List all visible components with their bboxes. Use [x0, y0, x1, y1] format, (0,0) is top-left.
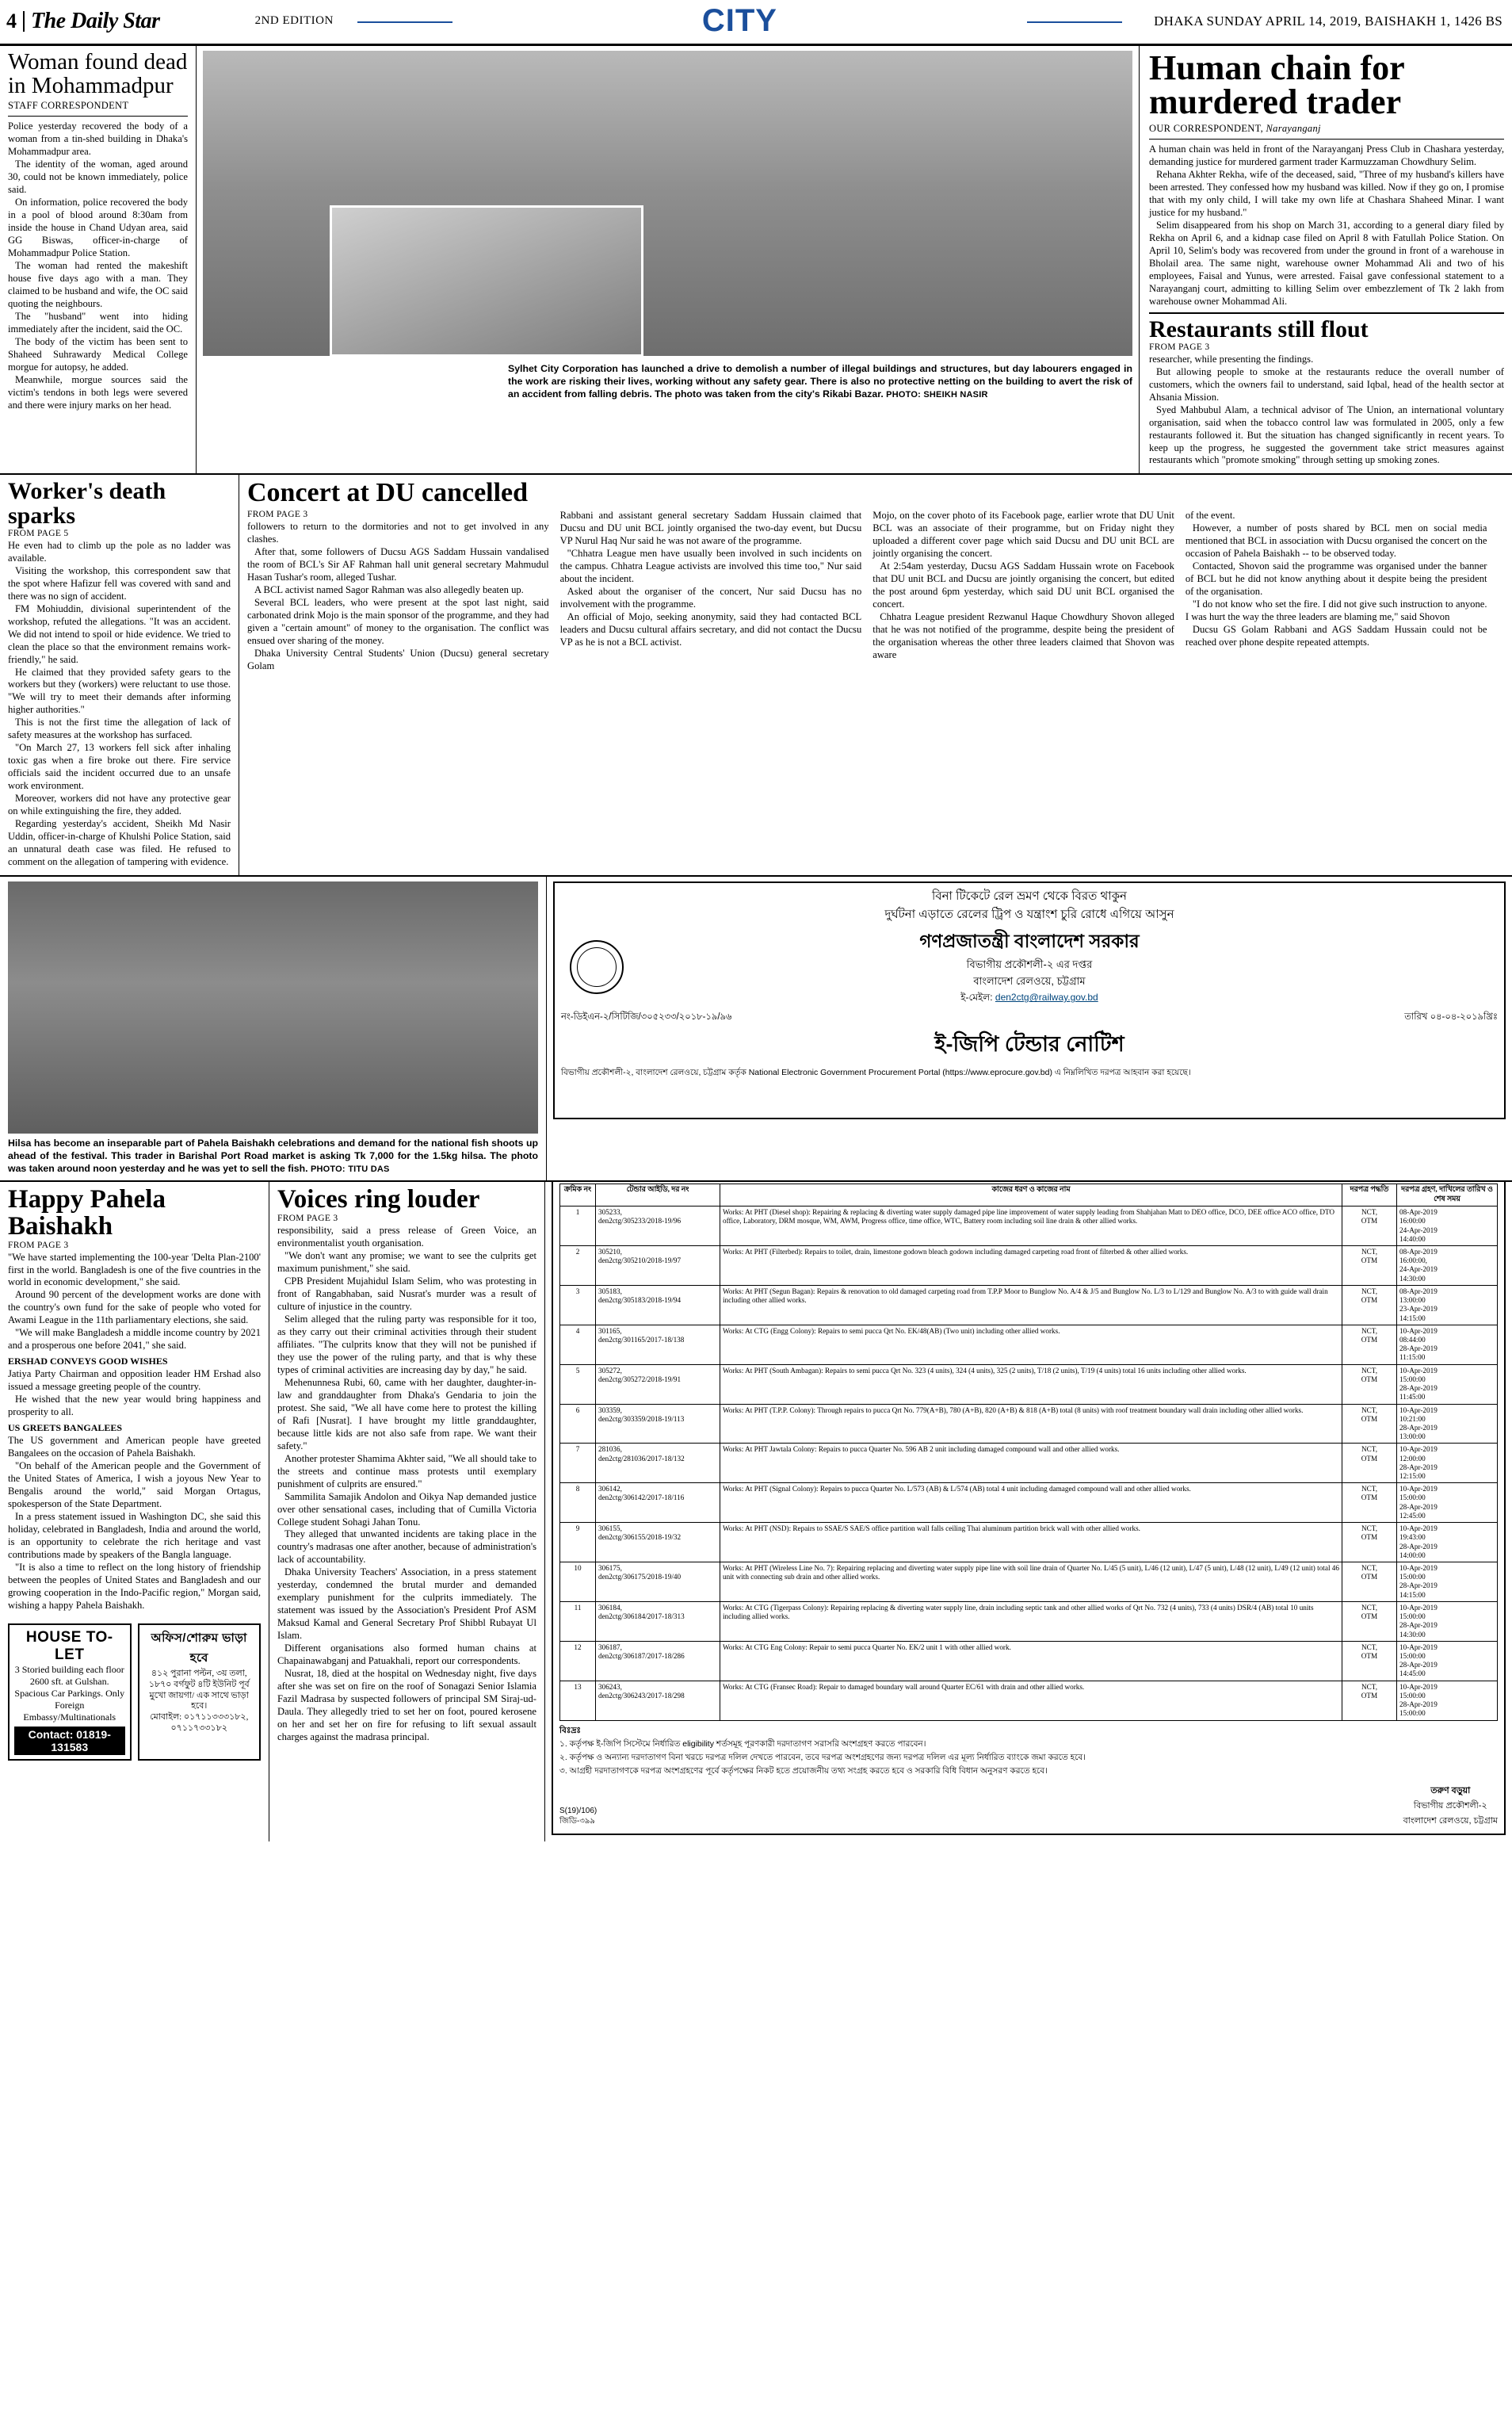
tender-row-id: 303359, den2ctg/303359/2018-19/113	[596, 1404, 720, 1444]
tender-row-work: Works: At CTG (Fransec Road): Repair to damaged boundary wall around Quarter EC/61 with drain and other allied works.	[720, 1681, 1342, 1720]
paragraph: But allowing people to smoke at the restaurants reduce the overall number of customers, which the owners fail to understand, said Iqbal, head of the health sector at Ahsania Mission.	[1149, 365, 1504, 403]
tender-row-id: 305272, den2ctg/305272/2018-19/91	[596, 1364, 720, 1404]
tender-row-no: 13	[560, 1681, 596, 1720]
paragraph: Sammilita Samajik Andolon and Oikya Nap demanded justice over other sensational cases, including that of Cumilla Victoria College student Sohagi Jahan Tonu.	[277, 1490, 536, 1528]
paragraph: Rehana Akhter Rekha, wife of the deceased, said, "Three of my husband's killers have been arrested. They confessed how my husband was killed. Now if they go on, I promise that with my only child, I will take my own life at Chashara Shaheed Minar. I want justice for my husband."	[1149, 169, 1504, 219]
ad-line[interactable]: মোবাইল: ০১৭১১৩৩৩১৮২,	[150, 1712, 249, 1723]
tender-row-dates: 10-Apr-2019 12:00:00 28-Apr-2019 12:15:00	[1397, 1444, 1498, 1483]
tender-note: ১. কর্তৃপক্ষ ই-জিপি সিস্টেমে নির্ধারিত eligibility শর্তসমূহ পূরণকারী দরদাতাগণ সরাসরি অংশগ্রহণ করতে পারবেন।	[559, 1738, 926, 1749]
tender-row-id: 301165, den2ctg/301165/2017-18/138	[596, 1325, 720, 1364]
byline-place: Narayanganj	[1266, 123, 1321, 135]
paragraph: Mehenunnesa Rubi, 60, came with her daughter, daughter-in-law and granddaughter from Dhaka's Gendaria to join the protest. She said, "We all have come here to protest the killing of Rafi [Nusrat]. I have brought my little granddaughter, because little kids are not also safe from rape. We want their safety."	[277, 1376, 536, 1451]
credit-name: SHEIKH NASIR	[923, 389, 988, 400]
concert-col-2	[560, 510, 862, 673]
tender-row-work: Works: At PHT (Signal Colony): Repairs to pucca Quarter No. L/573 (AB) & L/574 (AB) total 4 unit including damaged compound wall and other allied works.	[720, 1483, 1342, 1523]
paragraph: Another protester Shamima Akhter said, "We all should take to the streets and continue mass protests until exemplary punishment of culprits are ensured."	[277, 1452, 536, 1489]
paragraph: "On behalf of the American people and the Government of the United States of America, I wish a joyous New Year to Bengalis around the world," said Morgan Ortagus, spokesperson of the State Department.	[8, 1460, 261, 1510]
tender-memo-number: নং-ডিইএন-২/সিটিজি/৩০৫২৩৩/২০১৮-১৯/৯৬	[561, 1012, 732, 1023]
tender-row-no: 5	[560, 1364, 596, 1404]
tender-row-method: NCT, OTM	[1342, 1681, 1397, 1720]
ad-title: অফিস/শোরুম ভাড়া হবে	[151, 1631, 247, 1665]
tender-row-dates: 10-Apr-2019 08:44:00 28-Apr-2019 11:15:00	[1397, 1325, 1498, 1364]
ad-line: ১৮৭০ বর্গফুট ৪টি ইউনিট পূর্ব	[148, 1679, 250, 1689]
tender-row-method: NCT, OTM	[1342, 1641, 1397, 1681]
paragraph: Contacted, Shovon said the programme was organised under the banner of BCL but he did not know anything about it despite being the president of the organisation.	[1185, 560, 1487, 598]
third-band	[0, 877, 1512, 1182]
paragraph: The body of the victim has been sent to Shaheed Suhrawardy Medical College morgue for autopsy, he added.	[8, 335, 188, 373]
tender-row-work: Works: At PHT (Wireless Line No. 7): Repairing replacing and diverting water supply pipe line with soil line drain of Quarter No. L/45 (5 unit), L/46 (12 unit), L/47 (5 unit), L/48 (12 unit), L/49 (12 unit) total 46 unit with connecting sub drain and other allied works.	[720, 1562, 1342, 1602]
tender-row-work: Works: At PHT (Segun Bagan): Repairs & renovation to old damaged carpeting road from T.P.P Moor to Bunglow No. A/4 & J/5 and Bunglow No. L/3 to L/129 and Bunglow No. A/3 to with guide wall drain including other allied works.	[720, 1285, 1342, 1325]
paragraph: "We don't want any promise; we want to see the culprits get maximum punishment," she said.	[277, 1249, 536, 1274]
paragraph: "On March 27, 13 workers fell sick after inhaling toxic gas when a fire broke out there. Fire service officials said the incident occurred due to an unsafe work environment.	[8, 742, 231, 792]
paragraph: researcher, while presenting the findings.	[1149, 353, 1314, 365]
ad-line: মুখাে জায়গা/ এক সাথে ভাড়া হবে।	[149, 1690, 249, 1711]
paragraph: Nusrat, 18, died at the hospital on Wednesday night, five days after she was set on fire on the roof of Sonagazi Senior Islamia Fazil Madrasa by suspected followers of principal SM Siraj-ud-Daula. They allegedly tried to set her on foot, poured kerosene on her and set her on fire for refusing to lift sexual assault charges against the madrasa principal.	[277, 1668, 536, 1743]
story-chain-headline: Human chain for murdered trader	[1149, 48, 1404, 122]
paragraph: Meanwhile, morgue sources said the victim's tendons in both legs were severed and there were injury marks on her head.	[8, 373, 188, 411]
hilsa-photo	[8, 881, 538, 1134]
photo-inset	[330, 205, 643, 357]
tender-row-work: Works: At PHT (NSD): Repairs to SSAE/S SAE/S office partition wall falls ceiling Thai aluminum partition brick wall with other allied works.	[720, 1523, 1342, 1562]
paragraph: "We will make Bangladesh a middle income country by 2021 and a prosperous one before 2041," she said.	[8, 1327, 261, 1352]
paragraph: of the event.	[1185, 510, 1235, 522]
tender-row-work: Works: At PHT (South Ambagan): Repairs to semi pucca Qrt No. 323 (4 units), 324 (4 units), 325 (2 units), T/18 (2 units), T/19 (4 units) total 16 units including other allied works.	[720, 1364, 1342, 1404]
tender-row-no: 3	[560, 1285, 596, 1325]
caption-text: Hilsa has become an inseparable part of Pahela Baishakh celebrations and demand for the national fish shoots up ahead of the festival. This trader in Barishal Port Road market is asking Tk 7,000 for the 1.5kg hilsa. The photo was taken around noon yesterday and he was yet to sell the fish.	[8, 1138, 538, 1175]
paragraph: CPB President Mujahidul Islam Selim, who was protesting in front of Rangabhaban, said Nusrat's murder was a result of culture of injustice in the country.	[277, 1275, 536, 1312]
govt-seal	[561, 940, 632, 994]
paragraph: On information, police recovered the body in a pool of blood around 8:30am from inside the house in Chand Udyan area, said GG Biswas, officer-in-charge of Mohammadpur Police Station.	[8, 197, 188, 258]
story-voices-headline: Voices ring louder	[277, 1185, 480, 1214]
paragraph: Several BCL leaders, who were present at the spot last night, said carbonated drink Mojo is the main sponsor of the programme, and they had given a "certain amount" of money to the organisation. The conflict was ensued over sharing of the money.	[247, 597, 549, 646]
story-baishakh-fromline: FROM PAGE 3	[8, 1240, 69, 1250]
tender-row-method: NCT, OTM	[1342, 1325, 1397, 1364]
ad-contact[interactable]: Contact: 01819-131583	[14, 1727, 125, 1755]
story-worker-body	[8, 540, 231, 870]
tender-title: ই-জিপি টেন্ডার নোটিশ	[934, 1032, 1124, 1057]
story-chain-column	[1140, 46, 1512, 473]
tender-row-no: 11	[560, 1601, 596, 1641]
paragraph: Around 90 percent of the development works are done with the country's own fund for the sake of people who voted for Awami League in the 11th parliamentary elections, she said.	[8, 1289, 261, 1326]
tender-row-id: 305210, den2ctg/305210/2018-19/97	[596, 1246, 720, 1286]
story-chain-byline	[1149, 123, 1504, 135]
table-row	[560, 1601, 1498, 1641]
story-woman-headline: Woman found dead in Mohammadpur	[8, 49, 188, 98]
tender-top-lines	[561, 888, 1498, 924]
tender-email[interactable]: den2ctg@railway.gov.bd	[995, 992, 1098, 1004]
paragraph: A BCL activist named Sagor Rahman was also allegedly beaten up.	[254, 584, 524, 596]
tender-row-dates: 08-Apr-2019 13:00:00 23-Apr-2019 14:15:00	[1397, 1285, 1498, 1325]
paragraph: "I do not know who set the fire. I did not give such instruction to anyone. I was hurt the way the three leaders are blaming me," said Shovon	[1185, 598, 1487, 623]
tender-row-id: 305233, den2ctg/305233/2018-19/96	[596, 1206, 720, 1246]
tender-row-no: 2	[560, 1246, 596, 1286]
ad-body: 3 Storied building each floor 2600 sft. at Gulshan. Spacious Car Parkings. Only Foreign Embassy/Multinationals	[14, 1664, 125, 1723]
tender-row-dates: 10-Apr-2019 15:00:00 28-Apr-2019 14:30:00	[1397, 1601, 1498, 1641]
tender-row-id: 306175, den2ctg/306175/2018-19/40	[596, 1562, 720, 1602]
paragraph: "We have started implementing the 100-year 'Delta Plan-2100' first in the world. Bangladesh is one of the five countries in the world in economic development," she said.	[8, 1251, 261, 1288]
paragraph: The "husband" went into hiding immediately after the incident, said the OC.	[8, 310, 188, 335]
story-baishakh-subhead-2: US GREETS BANGALEES	[8, 1422, 123, 1434]
ad-house-to-let[interactable]	[8, 1623, 132, 1761]
paragraph: Dhaka University Teachers' Association, in a press statement yesterday, condemned the brutal murder and demanded exemplary punishment for the culprits immediately. The statement was issued by the Association's President Prof ASM Maksud Kamal and General Secretary Prof Shibbl Rubayat Ul Islam.	[277, 1566, 536, 1642]
tender-row-method: NCT, OTM	[1342, 1364, 1397, 1404]
main-photo-caption	[508, 363, 1132, 401]
paragraph: After that, some followers of Ducsu AGS Saddam Hussain vandalised the room of BCL's Sir AF Rahman hall unit general secretary Mahmudul Hasan Tushar's room, alleged Tushar.	[247, 546, 549, 583]
paragraph: He claimed that they provided safety gears to the workers but they (workers) were reluctant to use those. "We will try to meet their demands after informing higher authorities."	[8, 666, 231, 716]
tender-row-dates: 10-Apr-2019 15:00:00 28-Apr-2019 12:45:00	[1397, 1483, 1498, 1523]
paper-logo: The Daily Star	[31, 8, 160, 33]
tender-signatory-name: তরুণ বড়ুয়া	[1430, 1785, 1471, 1795]
table-row	[560, 1325, 1498, 1364]
tender-row-dates: 10-Apr-2019 15:00:00 28-Apr-2019 11:45:00	[1397, 1364, 1498, 1404]
table-header-row	[560, 1184, 1498, 1206]
table-row	[560, 1364, 1498, 1404]
credit-name: TITU DAS	[348, 1164, 390, 1175]
paragraph: responsibility, said a press release of Green Voice, an environmentalist youth organisation.	[277, 1224, 536, 1249]
tender-row-no: 6	[560, 1404, 596, 1444]
tender-row-method: NCT, OTM	[1342, 1404, 1397, 1444]
tender-row-dates: 10-Apr-2019 19:43:00 28-Apr-2019 14:00:00	[1397, 1523, 1498, 1562]
story-worker-column	[0, 475, 239, 875]
table-row	[560, 1246, 1498, 1286]
column-header: দরপত্র গ্রহণ, দাখিলের তারিখ ও শেষ সময়	[1397, 1184, 1498, 1206]
story-concert-column	[239, 475, 1512, 875]
table-row	[560, 1523, 1498, 1562]
photo-inset-spacer	[203, 359, 500, 401]
tender-row-method: NCT, OTM	[1342, 1444, 1397, 1483]
tender-row-id: 306155, den2ctg/306155/2018-19/32	[596, 1523, 720, 1562]
tender-note: ২. কর্তৃপক্ষ ও অন্যান্য দরদাতাগণ বিনা খরচে দরপত্র দলিল দেখতে পারবেন, তবে দরপত্র অংশগ্রহণের জন্য দরপত্র দলিল এর মূল্য নির্ধারিত ব্যাংকে জমা করতে হবে।	[559, 1752, 1086, 1762]
tender-office-2: বাংলাদেশ রেলওয়ে, চট্টগ্রাম	[973, 975, 1086, 988]
paragraph: Visiting the workshop, this correspondent saw that the spot where Hafizur fell was covered with sand and there was no sign of accident.	[8, 564, 231, 602]
tender-top-line-1: বিনা টিকেটে রেল ভ্রমণ থেকে বিরত থাকুন	[931, 889, 1128, 904]
tender-govt-title: গণপ্রজাতন্ত্রী বাংলাদেশ সরকার	[919, 931, 1140, 952]
tender-row-work: Works: At PHT (Diesel shop): Repairing & replacing & diverting water supply damaged pipe line improvement of water supply leading from Shahjahan Matt to DEO office, DCO, DEE office ACO office, DTO office, Laboratory, DRM mosque, WM, AWM, Progress office, time office, WTC, Battery room including soil line drain & other allied works.	[720, 1206, 1342, 1246]
tender-row-work: Works: At PHT (Filterbed): Repairs to toilet, drain, limestone godown bleach godown including damaged carpeting road front of filterbed & other allied works.	[720, 1246, 1342, 1286]
paragraph: Jatiya Party Chairman and opposition leader HM Ershad also issued a message greeting people of the country.	[8, 1368, 261, 1393]
tender-row-id: 306142, den2ctg/306142/2017-18/116	[596, 1483, 720, 1523]
story-worker-headline: Worker's death sparks	[8, 478, 166, 530]
story-worker-fromline: FROM PAGE 5	[8, 528, 69, 538]
tender-row-id: 305183, den2ctg/305183/2018-19/94	[596, 1285, 720, 1325]
main-photo-column	[197, 46, 1140, 473]
paragraph: This is not the first time the allegation of lack of safety measures at the workshop has surfaced.	[8, 717, 231, 741]
credit-label: PHOTO:	[311, 1164, 346, 1175]
top-section	[0, 46, 1512, 475]
tender-row-no: 7	[560, 1444, 596, 1483]
tender-notice	[547, 877, 1512, 1180]
column-header: টেন্ডার আইডি, দর নং	[596, 1184, 720, 1206]
paragraph: They alleged that unwanted incidents are taking place in the country's madrasas one after another, because of administration's lack of accountability.	[277, 1528, 536, 1566]
story-chain-body	[1149, 143, 1504, 308]
paragraph: He wished that the new year would bring happiness and prosperity to all.	[8, 1394, 261, 1418]
masthead	[0, 0, 1512, 46]
tender-row-dates: 10-Apr-2019 10:21:00 28-Apr-2019 13:00:00	[1397, 1404, 1498, 1444]
concert-col-3	[872, 510, 1174, 673]
table-row	[560, 1641, 1498, 1681]
paragraph: "It is also a time to reflect on the long history of friendship between the peoples of United States and Bangladesh and our growing cooperation in the Indo-Pacific region," Morgan said, wishing a happy Pahela Baishakh.	[8, 1562, 261, 1612]
table-row	[560, 1285, 1498, 1325]
tender-row-no: 10	[560, 1562, 596, 1602]
story-baishakh-headline: Happy Pahela Baishakh	[8, 1185, 166, 1241]
paragraph: Syed Mahbubul Alam, a technical advisor of The Union, an international voluntary organisation, said when the tobacco control law was formulated in 2005, only a few restaurants followed it. But the situation has changed significantly in recent years. To keep up the progress, he suggested the government take strict measures against restaurants which "promote smoking" through setting up smoking zones.	[1149, 403, 1504, 466]
tender-row-no: 1	[560, 1206, 596, 1246]
tender-row-dates: 10-Apr-2019 15:00:00 28-Apr-2019 14:15:00	[1397, 1562, 1498, 1602]
tender-row-no: 9	[560, 1523, 596, 1562]
tender-row-work: Works: At PHT (T.P.P. Colony): Through repairs to pucca Qrt No. 779(A+B), 780 (A+B), 820 (A+B) & 818 (A+B) total (8 units) with roof treatment boundary wall drain including other allied works.	[720, 1404, 1342, 1444]
tender-note: ৩. আগ্রহী দরদাতাগণকে দরপত্র অংশগ্রহণের পূর্বে কর্তৃপক্ষের নিকট হতে প্রয়োজনীয় তথ্য সংগ্রহ করতে হবে ও সরকারি বিধি বিধান অনুসরণ করতে হবে।	[559, 1765, 1048, 1776]
tender-row-method: NCT, OTM	[1342, 1483, 1397, 1523]
paragraph: followers to return to the dormitories and not to get involved in any clashes.	[247, 521, 549, 545]
concert-col-4	[1186, 510, 1487, 673]
tender-row-dates: 08-Apr-2019 16:00:00, 24-Apr-2019 14:30:00	[1397, 1246, 1498, 1286]
tender-row-work: Works: At CTG (Engg Colony): Repairs to semi pucca Qrt No. EK/48(AB) (Two unit) including other allied works.	[720, 1325, 1342, 1364]
hilsa-photo-caption	[8, 1138, 538, 1176]
story-woman-byline: STAFF CORRESPONDENT	[8, 100, 129, 112]
masthead-divider	[23, 11, 25, 32]
tender-reference: S(19)/106) জিডি-৩৯৯	[559, 1806, 598, 1826]
table-row	[560, 1404, 1498, 1444]
table-row	[560, 1206, 1498, 1246]
paragraph: However, a number of posts shared by BCL men on social media mentioned that BCL in association with Ducsu organised the concert on the occasion of Pahela Baishakh -- to be observed today.	[1185, 522, 1487, 560]
tender-signatory-title-1: বিভাগীয় প্রকৌশলী-২	[1413, 1800, 1487, 1811]
tender-row-no: 12	[560, 1641, 596, 1681]
tender-row-id: 306187, den2ctg/306187/2017-18/286	[596, 1641, 720, 1681]
section-title: CITY	[334, 3, 1146, 39]
tender-email-label: ই-মেইল:	[960, 992, 993, 1004]
table-row	[560, 1681, 1498, 1720]
story-woman-body	[8, 120, 188, 412]
column-header: দরপত্র পদ্ধতি	[1342, 1184, 1397, 1206]
column-header: ক্রমিক নং	[560, 1184, 596, 1206]
second-band	[0, 475, 1512, 877]
paragraph: Dhaka University Central Students' Union (Ducsu) general secretary Golam	[247, 647, 549, 671]
paragraph: A human chain was held in front of the Narayanganj Press Club in Chashara yesterday, demanding justice for murdered garment trader Karmuzzaman Chowdhury Selim.	[1149, 143, 1504, 168]
tender-row-method: NCT, OTM	[1342, 1246, 1397, 1286]
tender-signatory-title-2: বাংলাদেশ রেলওয়ে, চট্টগ্রাম	[1403, 1815, 1498, 1826]
tender-row-dates: 10-Apr-2019 15:00:00 28-Apr-2019 15:00:00	[1397, 1681, 1498, 1720]
tender-table-column	[545, 1182, 1512, 1841]
tender-row-work: Works: At PHT Jawtala Colony: Repairs to pucca Quarter No. 596 AB 2 unit including damaged compound wall and other allied works.	[720, 1444, 1342, 1483]
tender-notes-title: বিঃদ্রঃ	[559, 1725, 582, 1735]
hilsa-photo-column	[0, 877, 547, 1180]
paragraph: FM Mohiuddin, divisional superintendent of the workshop, refuted the allegations. "It was an accident. We did not intend to spoil or hide evidence. We tried to clean the place so that the environment remains work-friendly," he said.	[8, 602, 231, 665]
ad-line: ৪১২ পুরানা পল্টন, ৩য় তলা,	[151, 1669, 247, 1679]
paragraph: Rabbani and assistant general secretary Saddam Hussain claimed that Ducsu and DU unit BCL jointly organised the two-day event, but Ducsu VP Nurul Haq Nur said he was not aware of the programme.	[559, 510, 862, 547]
paragraph: Moreover, workers did not have any protective gear on while extinguishing the fire, they added.	[8, 793, 231, 817]
paragraph: Police yesterday recovered the body of a woman from a tin-shed building in Dhaka's Mohammadpur area.	[8, 120, 188, 158]
paragraph: He even had to climb up the pole as no ladder was available.	[8, 539, 231, 564]
tender-row-id: 281036, den2ctg/281036/2017-18/132	[596, 1444, 720, 1483]
bottom-band	[0, 1182, 1512, 1841]
paragraph: The woman had rented the makeshift house five days ago with a man. They claimed to be husband and wife, the OC said quoting the neighbours.	[8, 259, 188, 309]
tender-row-no: 8	[560, 1483, 596, 1523]
caption-text: Sylhet City Corporation has launched a drive to demolish a number of illegal buildings and structures, but day labourers engaged in the work are risking their lives, working without any safety gear. There is also no protective netting on the building to avert the risk of an accident from falling debris. The photo was taken from the city's Rikabi Bazar.	[508, 363, 1132, 400]
story-restaurants-body	[1149, 354, 1504, 468]
tender-row-method: NCT, OTM	[1342, 1562, 1397, 1602]
table-row	[560, 1444, 1498, 1483]
paragraph: Regarding yesterday's accident, Sheikh Md Nasir Uddin, officer-in-charge of Khulshi Police Station, said an unnatural death case was filed. He refused to comment on the allegation of tampering with evidence.	[8, 818, 231, 868]
concert-col-1	[247, 510, 549, 673]
paragraph: Chhatra League president Rezwanul Haque Chowdhury Shovon alleged that he was not notified of the programme, despite being the president of the organisation whereas the other three leaders claimed that Shovon was aware	[872, 611, 1174, 660]
paragraph: Asked about the organiser of the concert, Nur said Ducsu has no involvement with the programme.	[559, 586, 862, 610]
byline-text: OUR CORRESPONDENT,	[1149, 123, 1264, 135]
tender-row-id: 306184, den2ctg/306184/2017-18/313	[596, 1601, 720, 1641]
tender-row-dates: 10-Apr-2019 15:00:00 28-Apr-2019 14:45:00	[1397, 1641, 1498, 1681]
column-header: কাজের ধরণ ও কাজের নাম	[720, 1184, 1342, 1206]
table-row	[560, 1562, 1498, 1602]
main-photo	[203, 51, 1132, 356]
credit-label: PHOTO:	[886, 389, 921, 400]
tender-row-method: NCT, OTM	[1342, 1206, 1397, 1246]
tender-row-method: NCT, OTM	[1342, 1523, 1397, 1562]
tender-row-method: NCT, OTM	[1342, 1601, 1397, 1641]
story-baishakh-column	[0, 1182, 269, 1841]
paragraph: At 2:54am yesterday, Ducsu AGS Saddam Hussain wrote on Facebook that DU unit BCL and Ducsu are jointly organising the concert, but edited the post around 6pm yesterday, which said DU unit BCL organised the concert.	[872, 560, 1174, 610]
tender-top-line-2: দুর্ঘটনা এড়াতে রেলের ট্রিপ ও যন্ত্রাংশ চুরি রোধে এগিয়ে আসুন	[884, 907, 1174, 921]
paragraph: The US government and American people have greeted Bangalees on the occasion of Pahela Baishakh.	[8, 1435, 261, 1459]
story-woman-column	[0, 46, 197, 473]
tender-row-work: Works: At CTG (Tigerpass Colony): Repairing replacing & diverting water supply line, drain including septic tank and other allied works of Qrt No. 732 (4 units), 733 (4 units) DSR/4 (AB) total 10 units including allied works.	[720, 1601, 1342, 1641]
tender-row-no: 4	[560, 1325, 596, 1364]
paragraph: Ducsu GS Golam Rabbani and AGS Saddam Hussain could not be reached over phone despite repeated attempts.	[1185, 624, 1487, 648]
tender-intro: বিভাগীয় প্রকৌশলী-২, বাংলাদেশ রেলওয়ে, চট্টগ্রাম কর্তৃক National Electronic Government Procurement Portal (https://www.eprocure.gov.bd) এ নিম্নলিখিত দরপত্র আহবান করা হয়েছে।	[561, 1068, 1191, 1078]
ad-title: HOUSE TO-LET	[25, 1629, 113, 1664]
issue-date: DHAKA SUNDAY APRIL 14, 2019, BAISHAKH 1, 1426 BS	[1154, 13, 1502, 29]
paragraph: An official of Mojo, seeking anonymity, said they had contacted BCL leaders and Ducsu cultural affairs secretary, and did not contact the Ducsu VP as he is not a BCL activist.	[559, 611, 862, 648]
tender-row-id: 306243, den2ctg/306243/2017-18/298	[596, 1681, 720, 1720]
paragraph: "Chhatra League men have usually been involved in such incidents on the campus. Chhatra League activists are involved this time too," Nur said about the incident.	[559, 548, 862, 585]
story-restaurants-fromline: FROM PAGE 3	[1149, 342, 1210, 352]
paragraph: Selim alleged that the ruling party was responsible for it too, as they carry out their criminal activities through their student affiliates. "The culprits know that they will not be punished if they use the power of the ruling party, and that is why these types of criminal activities are increasing day by day," he said.	[277, 1313, 536, 1375]
story-voices-fromline: FROM PAGE 3	[277, 1213, 338, 1223]
tender-row-method: NCT, OTM	[1342, 1285, 1397, 1325]
ad-line[interactable]: ০৭১১৭৩৩১৮২	[170, 1723, 227, 1733]
page-number: 4	[6, 9, 17, 33]
story-voices-column	[269, 1182, 545, 1841]
paragraph: Selim disappeared from his shop on March 31, according to a general diary filed by Rekha on April 6, and a kidnap case filed on April 8 with Fatullah Police Station. On April 10, Selim's body was recovered from under the ground in front of a warehouse in Bholail area. The same night, warehouse owner Mohammad Ali and two of his employees, Faisal and Yunus, were arrested. Faisal gave confessional statement to a Narayanganj court, admitting to killing Selim over embezzlement of Tk 2 lakh from warehouse owner Mohammad Ali.	[1149, 220, 1504, 308]
tender-office-1: বিভাগীয় প্রকৌশলী-২ এর দপ্তর	[966, 958, 1093, 971]
story-restaurants-headline: Restaurants still flout	[1149, 316, 1369, 343]
tender-table	[559, 1184, 1498, 1720]
paragraph: The identity of the woman, aged around 30, could not be known immediately, police said.	[8, 159, 188, 196]
ad-office-to-let[interactable]	[138, 1623, 262, 1761]
story-baishakh-subhead-1: ERSHAD CONVEYS GOOD WISHES	[8, 1356, 168, 1367]
story-concert-headline: Concert at DU cancelled	[247, 478, 529, 508]
edition-label: 2ND EDITION	[254, 14, 334, 27]
tender-date: তারিখ ০৪-০৪-২০১৯খ্রিঃ	[1404, 1012, 1498, 1023]
paragraph: In a press statement issued in Washington DC, she said this holiday, celebrated in Bangladesh, India and around the world, is an opportunity to celebrate the rich heritage and vast contributions made by speakers of the Bangla language.	[8, 1511, 261, 1561]
paragraph: Mojo, on the cover photo of its Facebook page, earlier wrote that DU Unit BCL was an associate of their programme, but on Friday night they uploaded a different cover page which said Ducsu and DU unit BCL are jointly organising the concert.	[872, 510, 1174, 560]
tender-row-dates: 08-Apr-2019 16:00:00 24-Apr-2019 14:40:00	[1397, 1206, 1498, 1246]
paragraph: Different organisations also formed human chains at Chapainawabganj and Patuakhali, report our correspondents.	[277, 1642, 536, 1667]
story-concert-fromline: FROM PAGE 3	[247, 510, 308, 520]
tender-row-work: Works: At CTG Eng Colony: Repair to semi pucca Quarter No. EK/2 unit 1 with other allied work.	[720, 1641, 1342, 1681]
table-row	[560, 1483, 1498, 1523]
